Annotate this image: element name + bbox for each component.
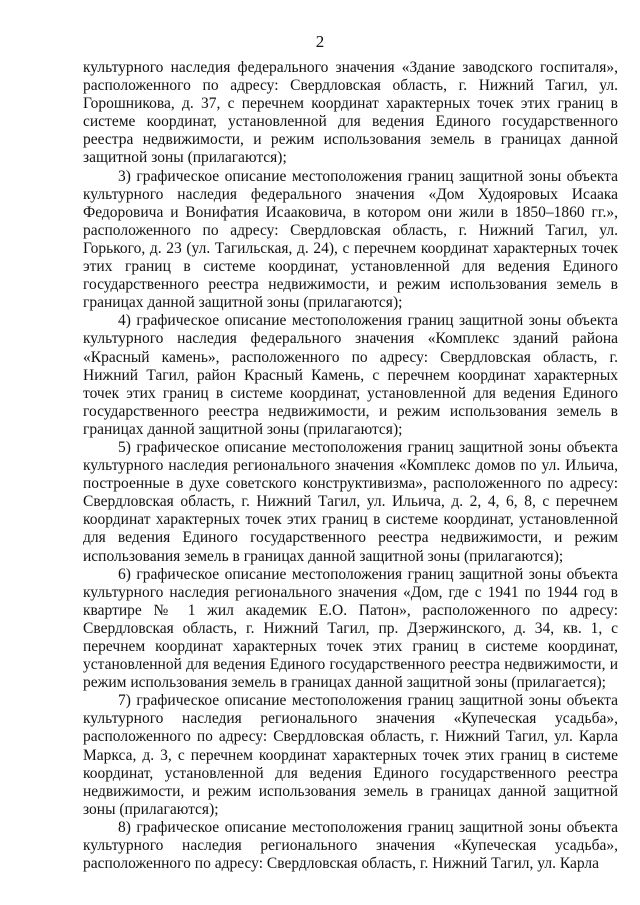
paragraph-item-5: 5) графическое описание местоположения границ защитной зоны объекта культурного наследия регионального значения «Комплекс домов по ул. Ильича, построенные в духе советского конструктивизма», расположенного по адресу: Свердловская область, г. Нижний Тагил, ул. Ильича, д. 2, 4, 6, 8, с перечнем координат характерных точек этих границ в системе координат, установленной для ведения Единого государственного реестра недвижимости, и режим использования земель в границах данной защитной зоны (прилагаются); (83, 438, 618, 565)
paragraph-item-3: 3) графическое описание местоположения границ защитной зоны объекта культурного наследия федерального значения «Дом Худояровых Исаака Федоровича и Вонифатия Исааковича, в котором они жили в 1850–1860 гг.», расположенного по адресу: Свердловская область, г. Нижний Тагил, ул. Горького, д. 23 (ул. Тагильская, д. 24), с перечнем координат характерных точек этих границ в системе координат, установленной для ведения Единого государственного реестра недвижимости, и режим использования земель в границах данной защитной зоны (прилагаются); (83, 167, 618, 312)
paragraph-item-7: 7) графическое описание местоположения границ защитной зоны объекта культурного наследия регионального значения «Купеческая усадьба», расположенного по адресу: Свердловская область, г. Нижний Тагил, ул. Карла Маркса, д. 3, с перечнем координат характерных точек этих границ в системе координат, установленной для ведения Единого государственного реестра недвижимости, и режим использования земель в границах данной защитной зоны (прилагаются); (83, 692, 618, 818)
paragraph-item-6: 6) графическое описание местоположения границ защитной зоны объекта культурного наследия регионального значения «Дом, где с 1941 по 1944 год в квартире № 1 жил академик Е.О. Патон», расположенного по адресу: Свердловская область, г. Нижний Тагил, пр. Дзержинского, д. 34, кв. 1, с перечнем координат характерных точек этих границ в системе координат, установленной для ведения Единого государственного реестра недвижимости, и режим использования земель в границах данной защитной зоны (прилагается); (83, 565, 618, 692)
paragraph-item-8: 8) графическое описание местоположения границ защитной зоны объекта культурного наследия регионального значения «Купеческая усадьба», расположенного по адресу: Свердловская область, г. Нижний Тагил, ул. Карла (83, 818, 618, 873)
page-number: 2 (315, 32, 325, 51)
paragraph-item-4: 4) графическое описание местоположения границ защитной зоны объекта культурного наследия федерального значения «Комплекс зданий района «Красный камень», расположенного по адресу: Свердловская область, г. Нижний Тагил, район Красный Камень, с перечнем координат характерных точек этих границ в системе координат, установленной для ведения Единого государственного реестра недвижимости, и режим использования земель в границах данной защитной зоны (прилагаются); (83, 312, 618, 438)
document-body (83, 59, 618, 873)
paragraph-continuation: культурного наследия федерального значения «Здание заводского госпиталя», расположенного по адресу: Свердловская область, г. Нижний Тагил, ул. Горошникова, д. 37, с перечнем координат характерных точек этих границ в системе координат, установленной для ведения Единого государственного реестра недвижимости, и режим использования земель в границах данной защитной зоны (прилагаются); (83, 59, 618, 167)
